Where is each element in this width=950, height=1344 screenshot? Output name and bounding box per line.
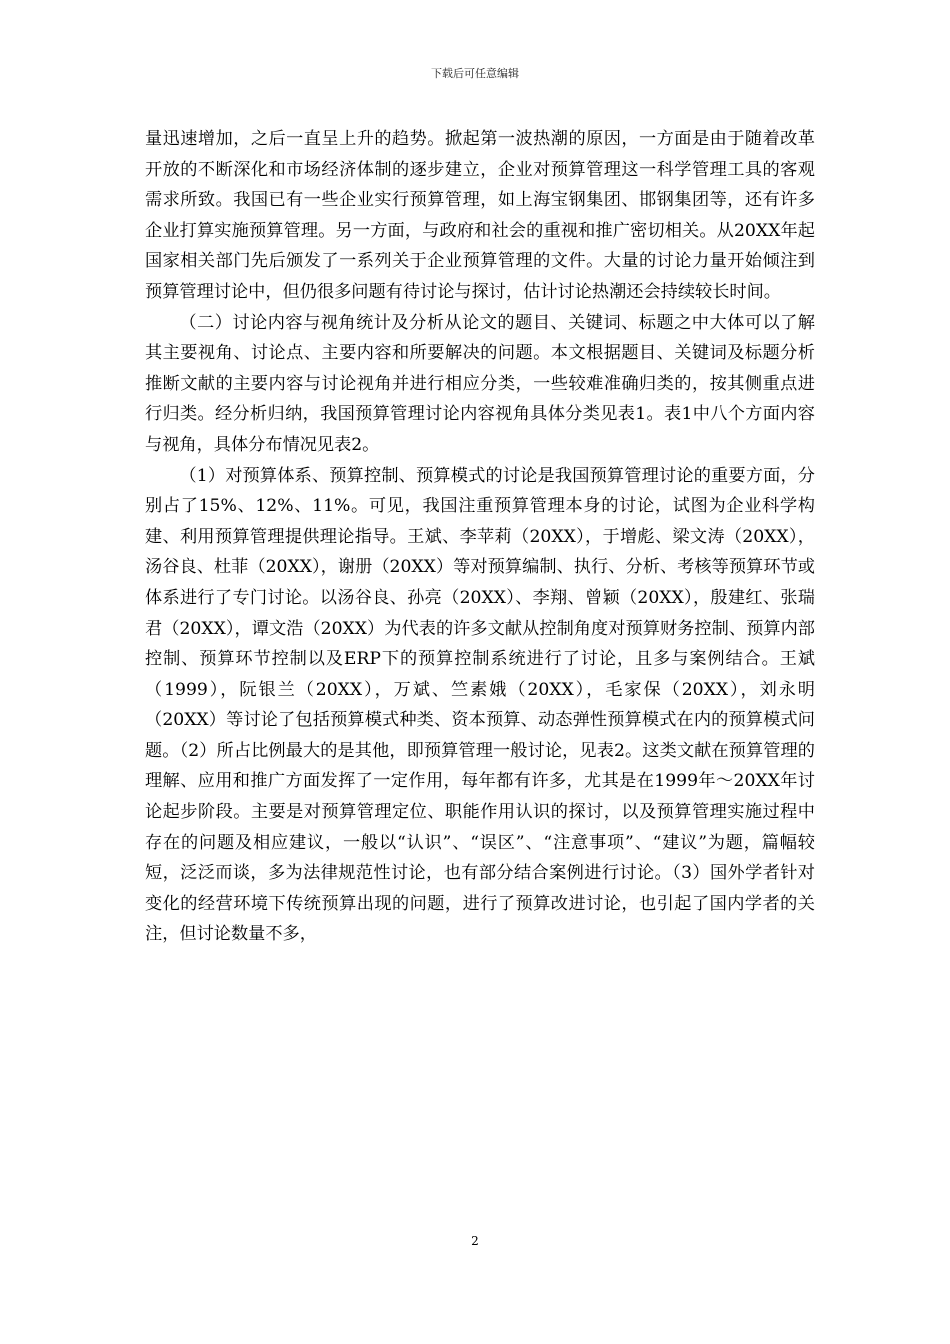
paragraph-continuation: 量迅速增加，之后一直呈上升的趋势。掀起第一波热潮的原因，一方面是由于随着改革开放的不断深化和市场经济体制的逐步建立，企业对预算管理这一科学管理工具的客观需求所致。我国已有一些企业实行预算管理，如上海宝钢集团、邯钢集团等，还有许多企业打算实施预算管理。另一方面，与政府和社会的重视和推广密切相关。从20XX年起国家相关部门先后颁发了一系列关于企业预算管理的文件。大量的讨论力量开始倾注到预算管理讨论中，但仍很多问题有待讨论与探讨，估计讨论热潮还会持续较长时间。 — [145, 129, 815, 302]
page-number: 2 — [471, 1234, 479, 1248]
paragraph-section-two: （二）讨论内容与视角统计及分析从论文的题目、关键词、标题之中大体可以了解其主要视角、讨论点、主要内容和所要解决的问题。本文根据题目、关键词及标题分析推断文献的主要内容与讨论视角并进行相应分类，一些较难准确归类的，按其侧重点进行归类。经分析归纳，我国预算管理讨论内容视角具体分类见表1。表1中八个方面内容与视角，具体分布情况见表2。 — [145, 312, 815, 455]
page-header: 下载后可任意编辑 — [431, 67, 519, 80]
paragraph-analysis: （1）对预算体系、预算控制、预算模式的讨论是我国预算管理讨论的重要方面，分别占了15%、12%、11%。可见，我国注重预算管理本身的讨论，试图为企业科学构建、利用预算管理提供理论指导。王斌、李苹莉（20XX），于增彪、梁文涛（20XX），汤谷良、杜菲（20XX），谢册（20XX）等对预算编制、执行、分析、考核等预算环节或体系进行了专门讨论。以汤谷良、孙亮（20XX）、李翔、曾颖（20XX），殷建红、张瑞君（20XX），谭文浩（20XX）为代表的许多文献从控制角度对预算财务控制、预算内部控制、预算环节控制以及ERP下的预算控制系统进行了讨论，且多与案例结合。王斌（1999），阮银兰（20XX），万斌、竺素娥（20XX），毛家保（20XX），刘永明（20XX）等讨论了包括预算模式种类、资本预算、动态弹性预算模式在内的预算模式问题。（2）所占比例最大的是其他，即预算管理一般讨论，见表2。这类文献在预算管理的理解、应用和推广方面发挥了一定作用，每年都有许多，尤其是在1999年～20XX年讨论起步阶段。主要是对预算管理定位、职能作用认识的探讨，以及预算管理实施过程中存在的问题及相应建议，一般以“认识”、“误区”、“注意事项”、“建议”为题，篇幅较短，泛泛而谈，多为法律规范性讨论，也有部分结合案例进行讨论。（3）国外学者针对变化的经营环境下传统预算出现的问题，进行了预算改进讨论，也引起了国内学者的关注，但讨论数量不多， — [145, 465, 815, 945]
body-text — [145, 124, 815, 950]
